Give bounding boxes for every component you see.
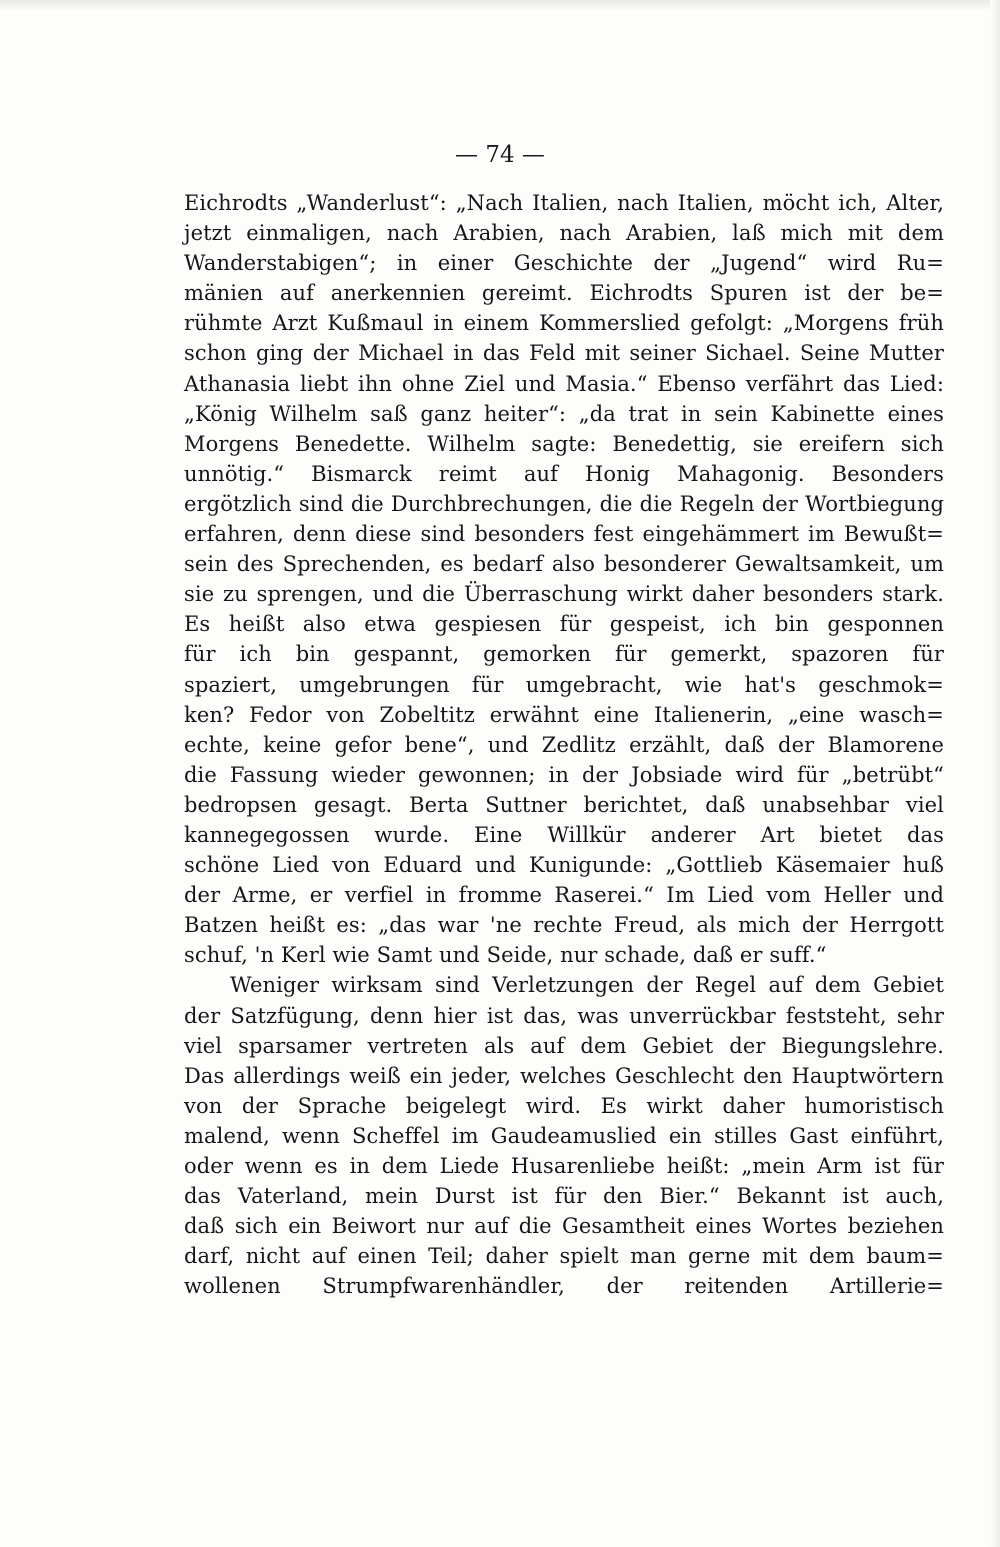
text-line: daß sich ein Beiwort nur auf die Gesamtheit eines Wortes beziehen — [184, 1214, 944, 1239]
text-line: schöne Lied von Eduard und Kunigunde: „Gottlieb Käsemaier huß — [184, 853, 944, 878]
body-text — [184, 188, 944, 1301]
text-line: oder wenn es in dem Liede Husarenliebe heißt: „mein Arm ist für — [184, 1154, 944, 1178]
text-line: Athanasia liebt ihn ohne Ziel und Masia.“ Ebenso verfährt das Lied: — [184, 371, 944, 396]
text-line: das Vaterland, mein Durst ist für den Bier.“ Bekannt ist auch, — [184, 1184, 944, 1209]
text-line: „König Wilhelm saß ganz heiter“: „da trat in sein Kabinette eines — [184, 401, 944, 426]
text-line: Es heißt also etwa gespiesen für gespeist, ich bin gesponnen — [184, 612, 944, 637]
text-line: der Arme, er verfiel in fromme Raserei.“ Im Lied vom Heller und — [184, 883, 944, 908]
text-line: sein des Sprechenden, es bedarf also besonderer Gewaltsamkeit, um — [184, 552, 944, 577]
text-line: schon ging der Michael in das Feld mit seiner Sichael. Seine Mutter — [184, 341, 944, 366]
text-line: Das allerdings weiß ein jeder, welches Geschlecht den Hauptwörtern — [184, 1063, 944, 1088]
text-line: mänien auf anerkennien gereimt. Eichrodts Spuren ist der be= — [184, 281, 944, 306]
text-line: spaziert, umgebrungen für umgebracht, wie hat's geschmok= — [184, 672, 944, 697]
text-line: ken? Fedor von Zobeltitz erwähnt eine Italienerin, „eine wasch= — [184, 702, 944, 727]
text-line: bedropsen gesagt. Berta Suttner berichtet, daß unabsehbar viel — [184, 792, 944, 817]
text-line: Batzen heißt es: „das war 'ne rechte Freud, als mich der Herrgott — [184, 913, 944, 938]
text-line: für ich bin gespannt, gemorken für gemerkt, spazoren für — [184, 642, 944, 667]
text-line: malend, wenn Scheffel im Gaudeamuslied ein stilles Gast einführt, — [184, 1123, 944, 1148]
text-line: darf, nicht auf einen Teil; daher spielt man gerne mit dem baum= — [184, 1244, 944, 1269]
text-line: Wanderstabigen“; in einer Geschichte der „Jugend“ wird Ru= — [184, 251, 944, 276]
page-number: — 74 — — [455, 142, 545, 168]
text-line: viel sparsamer vertreten als auf dem Gebiet der Biegungslehre. — [184, 1033, 944, 1058]
text-line: von der Sprache beigelegt wird. Es wirkt daher humoristisch — [184, 1093, 944, 1118]
text-line: ergötzlich sind die Durchbrechungen, die die Regeln der Wortbiegung — [184, 491, 944, 516]
text-line: echte, keine gefor bene“, und Zedlitz erzählt, daß der Blamorene — [184, 732, 944, 757]
paragraph-first-line: Weniger wirksam sind Verletzungen der Regel auf dem Gebiet — [230, 973, 944, 998]
text-line: Morgens Benedette. Wilhelm sagte: Benedettig, sie ereifern sich — [184, 431, 944, 456]
text-line: kannegegossen wurde. Eine Willkür anderer Art bietet das — [184, 822, 944, 847]
page-right-edge — [990, 0, 1000, 1547]
page-top-edge — [0, 0, 1000, 12]
text-line: rühmte Arzt Kußmaul in einem Kommerslied gefolgt: „Morgens früh — [184, 311, 944, 336]
text-line: der Satzfügung, denn hier ist das, was unverrückbar feststeht, sehr — [184, 1003, 944, 1028]
text-line: schuf, 'n Kerl wie Samt und Seide, nur schade, daß er suff.“ — [184, 943, 827, 968]
text-line: unnötig.“ Bismarck reimt auf Honig Mahagonig. Besonders — [184, 461, 944, 486]
text-line: sie zu sprengen, und die Überraschung wirkt daher besonders stark. — [184, 582, 944, 607]
text-line: erfahren, denn diese sind besonders fest eingehämmert im Bewußt= — [184, 522, 944, 547]
text-line: Eichrodts „Wanderlust“: „Nach Italien, nach Italien, möcht ich, Alter, — [184, 191, 944, 215]
text-line: die Fassung wieder gewonnen; in der Jobsiade wird für „betrübt“ — [184, 762, 944, 787]
text-line: jetzt einmaligen, nach Arabien, nach Arabien, laß mich mit dem — [184, 221, 944, 246]
text-line: wollenen Strumpfwarenhändler, der reitenden Artillerie= — [184, 1274, 944, 1299]
